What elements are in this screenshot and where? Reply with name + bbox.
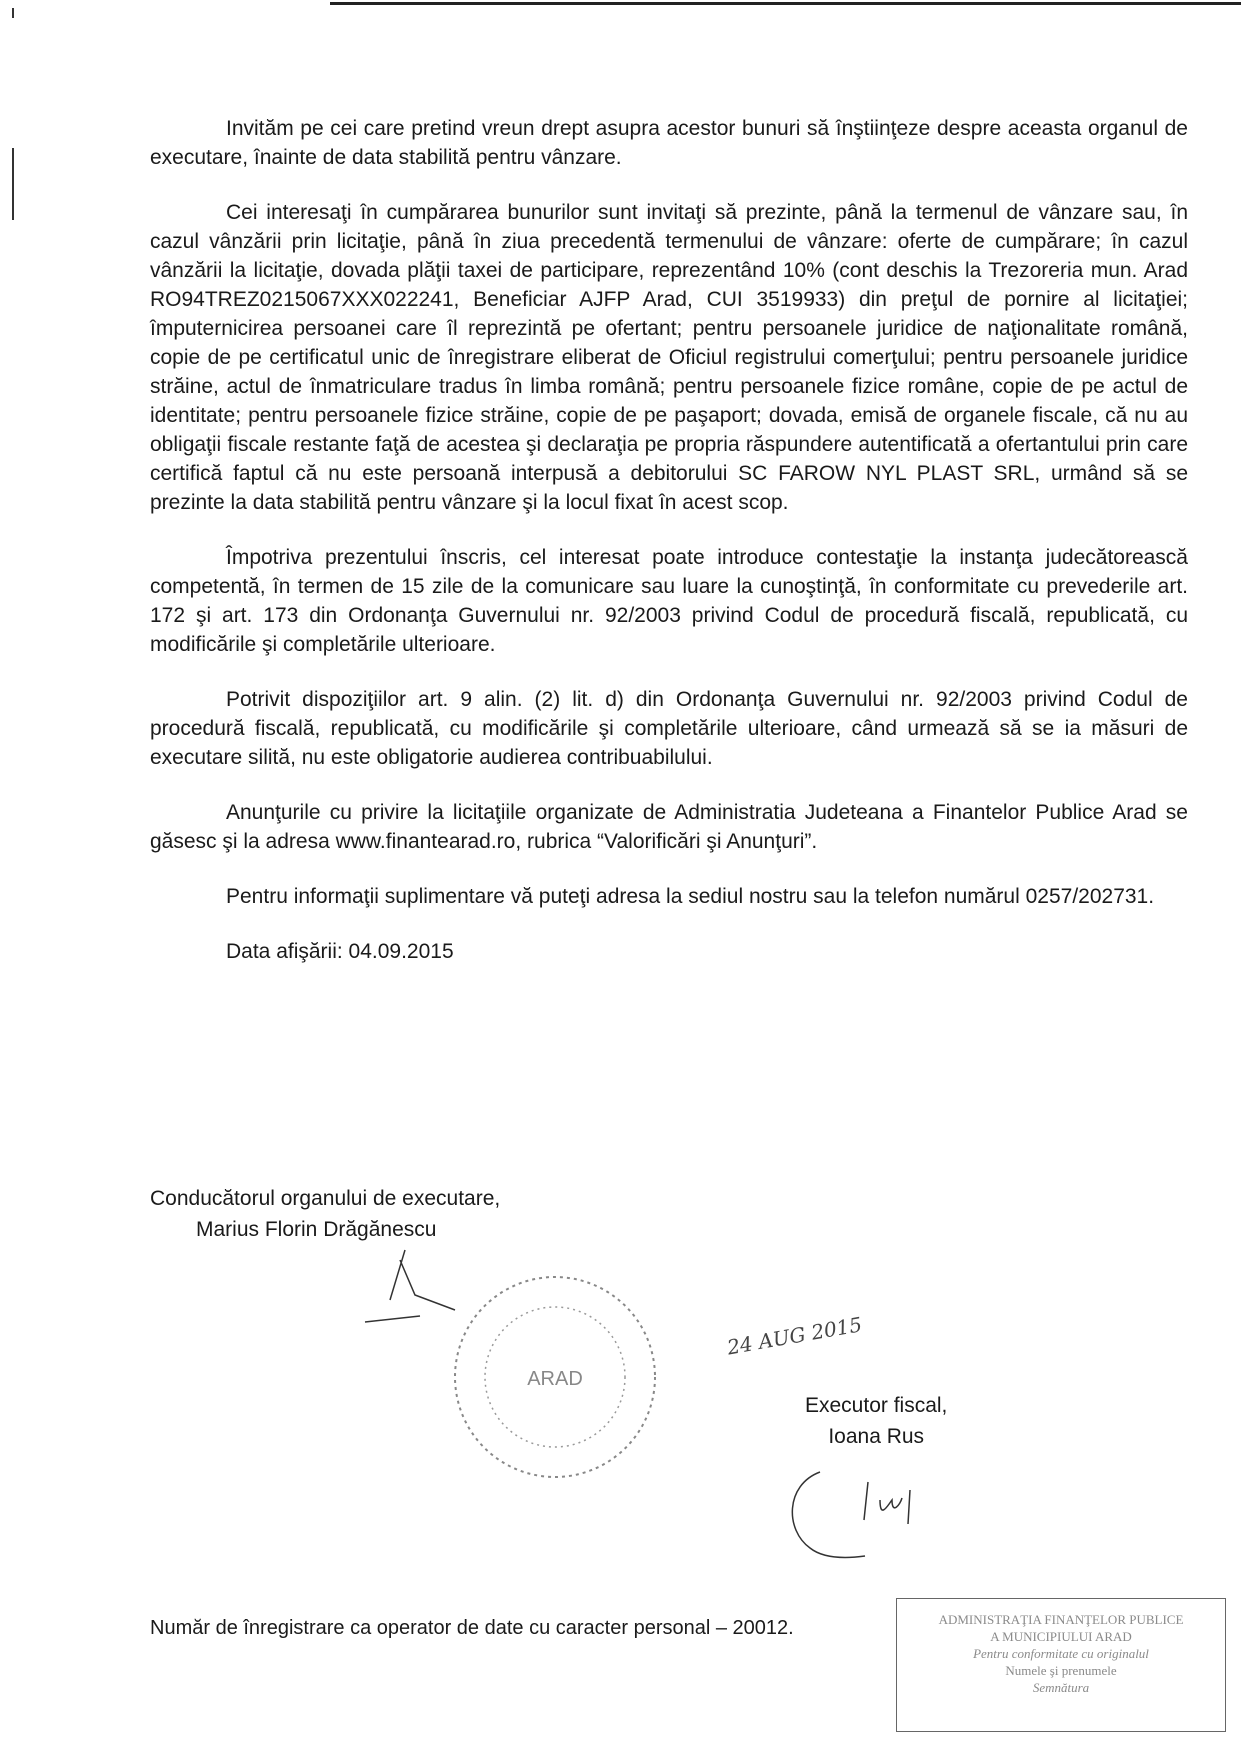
handwritten-date-text: 24 AUG 2015	[725, 1312, 864, 1360]
paragraph-contact	[150, 882, 1188, 911]
stamp-center-text: ARAD	[527, 1368, 583, 1390]
reg-stamp-line1: ADMINISTRAŢIA FINANŢELOR PUBLICE	[938, 1612, 1184, 1627]
registration-footer: Număr de înregistrare ca operator de date cu caracter personal – 20012.	[150, 1617, 794, 1639]
signer-role: Conducătorul organului de executare,	[150, 1187, 501, 1210]
paragraph-text: Cei interesaţi în cumpărarea bunurilor sunt invitaţi să prezinte, până la termenul de vânzare sau, în cazul vânzării prin licitaţie, până în ziua precedentă termenului de vânzare: oferte de cumpărare; în cazul vânzării la licitaţie, dovada plăţii taxei de participare, reprezentând 10% (cont deschis la Trezoreria mun. Arad RO94TREZ0215067XXX022241, Beneficiar AJFP Arad, CUI 3519933) din preţul de pornire al licitaţiei; împuternicirea persoanei care îl reprezintă pe ofertant; pentru persoanele juridice de naţionalitate română, copie de pe certificatul unic de înregistrare eliberat de Oficiul registrului comerţului; pentru persoanele juridice străine, actul de înmatriculare tradus în limba română; pentru persoanele fizice române, copie de pe actul de identitate; pentru persoanele fizice străine, copie de pe paşaport; dovada, emisă de organele fiscale, că nu au obligaţii fiscale restante faţă de acestea şi declaraţia pe propria răspundere autentificată a ofertantului prin care certifică faptul că nu este persoană interpusă a debitorului SC FAROW NYL PLAST SRL, urmând să se prezinte la data stabilită pentru vânzare şi la locul fixat în acest scop.	[150, 201, 1188, 514]
signer-name: Marius Florin Drăgănescu	[196, 1218, 437, 1241]
posting-date-text: Data afişării: 04.09.2015	[226, 940, 454, 963]
reg-stamp-line4: Numele şi prenumele	[1005, 1663, 1117, 1678]
posting-date	[150, 937, 1188, 966]
reg-stamp-line2: A MUNICIPIULUI ARAD	[990, 1629, 1132, 1644]
paragraph-text: Împotriva prezentului înscris, cel interesat poate introduce contestaţie la instanţa judecătorească competentă, în termen de 15 zile de la comunicare sau luare la cunoştinţă, în conformitate cu prevederile art. 172 şi art. 173 din Ordonanţa Guvernului nr. 92/2003 privind Codul de procedură fiscală, republicată, cu modificările şi completările ulterioare.	[150, 546, 1188, 656]
paragraph-announcements	[150, 798, 1188, 856]
margin-mark-top	[12, 8, 14, 18]
document-body	[150, 114, 1188, 992]
official-round-stamp	[440, 1262, 670, 1492]
reg-stamp-line5: Semnătura	[1032, 1680, 1090, 1695]
paragraph-invitation	[150, 114, 1188, 172]
paragraph-text: Potrivit dispoziţiilor art. 9 alin. (2) lit. d) din Ordonanţa Guvernului nr. 92/2003 privind Codul de procedură fiscală, republicată, cu modificările şi completările ulterioare, când urmează să se ia măsuri de executare silită, nu este obligatorie audierea contribuabilului.	[150, 688, 1188, 769]
executor-block	[805, 1390, 947, 1452]
executor-signature	[780, 1460, 950, 1570]
executor-role: Executor fiscal,	[805, 1394, 948, 1417]
paragraph-legal	[150, 685, 1188, 772]
margin-mark-side	[12, 148, 14, 220]
paragraph-text: Pentru informaţii suplimentare vă puteţi adresa la sediul nostru sau la telefon numărul 0257/202731.	[226, 885, 1155, 908]
registration-stamp-box	[896, 1598, 1226, 1732]
executor-name: Ioana Rus	[828, 1425, 925, 1448]
handwritten-date	[722, 1305, 872, 1365]
paragraph-text: Anunţurile cu privire la licitaţiile organizate de Administratia Judeteana a Finantelor Publice Arad se găsesc şi la adresa www.finantearad.ro, rubrica “Valorificări şi Anunţuri”.	[150, 801, 1188, 853]
reg-stamp-line3: Pentru conformitate cu originalul	[973, 1646, 1149, 1661]
signer-block	[150, 1183, 500, 1245]
paragraph-text: Invităm pe cei care pretind vreun drept asupra acestor bunuri să înştiinţeze despre aceasta organul de executare, înainte de data stabilită pentru vânzare.	[150, 117, 1188, 169]
top-border-line	[330, 2, 1241, 5]
paragraph-bidders	[150, 198, 1188, 517]
paragraph-contest	[150, 543, 1188, 659]
